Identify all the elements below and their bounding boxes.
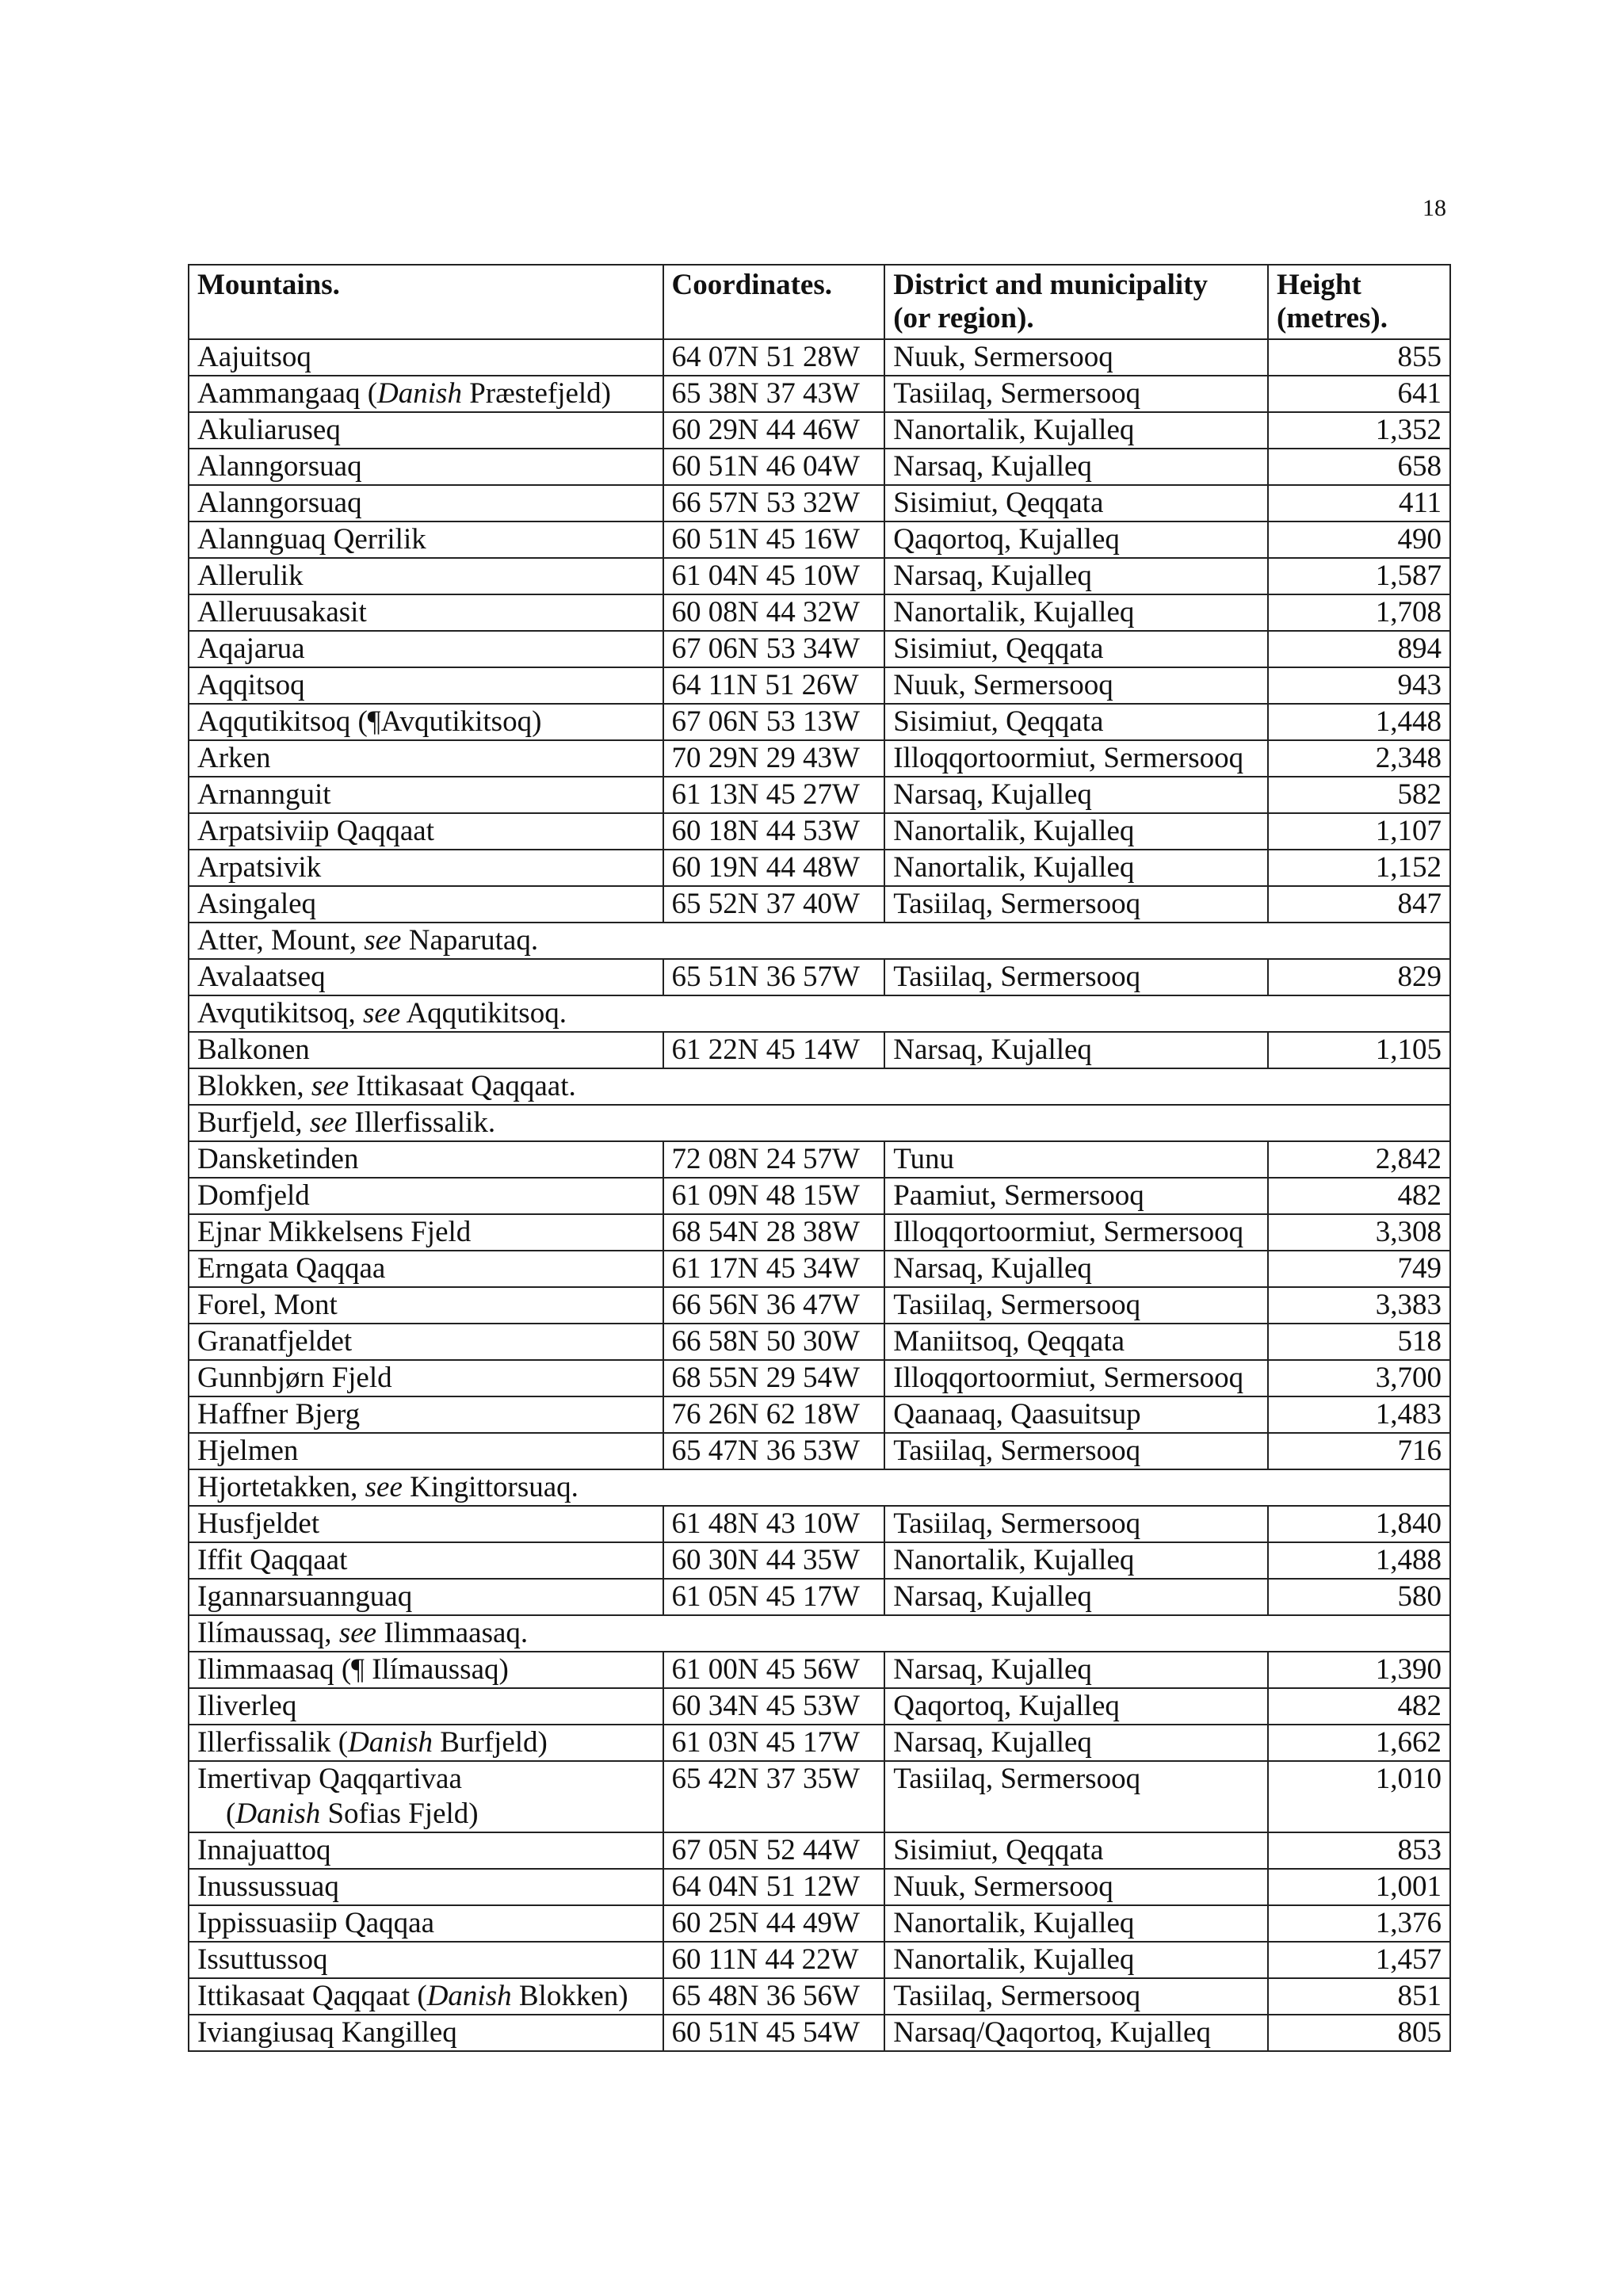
district-cell: Tasiilaq, Sermersooq	[884, 1433, 1268, 1469]
text-segment: Arpatsivik	[197, 851, 322, 884]
district-cell: Illoqqortoormiut, Sermersooq	[884, 1360, 1268, 1396]
height-cell: 716	[1268, 1433, 1450, 1469]
height-cell: 853	[1268, 1832, 1450, 1869]
mountains-table	[188, 264, 1451, 2052]
text-segment: Iliverleq	[197, 1690, 297, 1722]
text-segment: Kingittorsuaq.	[402, 1471, 579, 1503]
text-segment: Dansketinden	[197, 1143, 359, 1175]
table-row	[189, 1324, 1450, 1360]
height-cell: 1,662	[1268, 1725, 1450, 1761]
height-cell: 482	[1268, 1688, 1450, 1725]
district-cell: Narsaq/Qaqortoq, Kujalleq	[884, 2015, 1268, 2051]
coordinates-cell: 60 25N 44 49W	[663, 1905, 885, 1942]
coordinates-cell: 67 05N 52 44W	[663, 1832, 885, 1869]
mountain-name-cell	[189, 1942, 663, 1978]
table-row	[189, 521, 1450, 558]
coordinates-cell: 61 17N 45 34W	[663, 1251, 885, 1287]
district-cell: Illoqqortoormiut, Sermersooq	[884, 1214, 1268, 1251]
text-segment: Akuliaruseq	[197, 414, 341, 446]
coordinates-cell: 61 05N 45 17W	[663, 1579, 885, 1615]
text-segment: Iffit Qaqqaat	[197, 1544, 348, 1576]
district-cell: Tasiilaq, Sermersooq	[884, 959, 1268, 995]
text-segment: Arpatsiviip Qaqqaat	[197, 815, 434, 847]
district-cell: Narsaq, Kujalleq	[884, 1032, 1268, 1068]
table-row	[189, 631, 1450, 667]
text-segment: Ilímaussaq,	[197, 1617, 339, 1649]
mountain-name-cell	[189, 850, 663, 886]
table-row	[189, 850, 1450, 886]
italic-text: see	[364, 924, 402, 957]
cross-reference-row	[189, 1615, 1450, 1652]
text-segment: Alanngorsuaq	[197, 450, 362, 483]
mountain-name-cell	[189, 1178, 663, 1214]
mountain-name-cell	[189, 631, 663, 667]
district-cell: Nuuk, Sermersooq	[884, 339, 1268, 376]
mountain-name-cell	[189, 777, 663, 813]
height-cell: 1,376	[1268, 1905, 1450, 1942]
text-segment: Avalaatseq	[197, 961, 326, 993]
coordinates-cell: 65 38N 37 43W	[663, 376, 885, 412]
height-cell: 658	[1268, 449, 1450, 485]
header-district-line1: District and municipality	[893, 269, 1208, 301]
table-row	[189, 667, 1450, 704]
text-segment: Sofias Fjeld)	[320, 1797, 479, 1830]
cross-reference-row	[189, 923, 1450, 959]
district-cell: Narsaq, Kujalleq	[884, 1725, 1268, 1761]
table-row	[189, 1579, 1450, 1615]
italic-text: Danish	[348, 1726, 433, 1759]
mountain-name-cell	[189, 959, 663, 995]
district-cell: Tasiilaq, Sermersooq	[884, 1761, 1268, 1832]
text-segment: Alannguaq Qerrilik	[197, 523, 426, 556]
cross-reference-row	[189, 1068, 1450, 1105]
text-segment: Ittikasaat Qaqqaat.	[349, 1070, 576, 1102]
header-district	[884, 265, 1268, 339]
coordinates-cell: 60 30N 44 35W	[663, 1542, 885, 1579]
height-cell: 580	[1268, 1579, 1450, 1615]
coordinates-cell: 65 42N 37 35W	[663, 1761, 885, 1832]
table-row	[189, 558, 1450, 594]
mountain-name-cell	[189, 1978, 663, 2015]
height-cell: 1,105	[1268, 1032, 1450, 1068]
text-segment: Aqqitsoq	[197, 669, 305, 701]
mountain-name-cell	[189, 1506, 663, 1542]
header-mountains	[189, 265, 663, 339]
district-cell: Nanortalik, Kujalleq	[884, 1942, 1268, 1978]
mountain-name-cell	[189, 886, 663, 923]
coordinates-cell: 65 51N 36 57W	[663, 959, 885, 995]
district-cell: Nanortalik, Kujalleq	[884, 1542, 1268, 1579]
text-segment: Atter, Mount,	[197, 924, 365, 957]
mountain-name-cell	[189, 339, 663, 376]
text-segment: Allerulik	[197, 560, 304, 592]
height-cell: 518	[1268, 1324, 1450, 1360]
text-segment: Asingaleq	[197, 888, 317, 920]
height-cell: 1,001	[1268, 1869, 1450, 1905]
text-segment: Husfjeldet	[197, 1507, 320, 1540]
text-segment: Alleruusakasit	[197, 596, 367, 628]
table-body	[189, 339, 1450, 2051]
table-row	[189, 2015, 1450, 2051]
text-segment: Ilimmaasaq (¶ Ilímaussaq)	[197, 1653, 509, 1686]
height-cell: 1,448	[1268, 704, 1450, 740]
mountain-name-cell	[189, 1579, 663, 1615]
table-row	[189, 1396, 1450, 1433]
table-row	[189, 485, 1450, 521]
height-cell: 1,390	[1268, 1652, 1450, 1688]
coordinates-cell: 60 51N 45 54W	[663, 2015, 885, 2051]
table-row	[189, 886, 1450, 923]
mountain-name-cell	[189, 813, 663, 850]
coordinates-cell: 70 29N 29 43W	[663, 740, 885, 777]
text-segment: Blokken,	[197, 1070, 311, 1102]
italic-text: Danish	[377, 377, 462, 410]
height-cell: 1,840	[1268, 1506, 1450, 1542]
district-cell: Nanortalik, Kujalleq	[884, 1905, 1268, 1942]
table-row	[189, 813, 1450, 850]
cross-reference-row	[189, 1105, 1450, 1141]
height-cell: 855	[1268, 339, 1450, 376]
mountain-name-cell	[189, 1214, 663, 1251]
coordinates-cell: 65 48N 36 56W	[663, 1978, 885, 2015]
table-row	[189, 1251, 1450, 1287]
text-segment: Præstefjeld)	[461, 377, 612, 410]
table-row	[189, 412, 1450, 449]
mountain-name-cell	[189, 1287, 663, 1324]
text-segment: Illerfissalik (	[197, 1726, 349, 1759]
table-row	[189, 1725, 1450, 1761]
cross-reference-cell	[189, 1615, 1450, 1652]
text-segment: Aammangaaq (	[197, 377, 378, 410]
district-cell: Narsaq, Kujalleq	[884, 558, 1268, 594]
table-row	[189, 339, 1450, 376]
mountain-name-cell	[189, 1032, 663, 1068]
coordinates-cell: 64 11N 51 26W	[663, 667, 885, 704]
mountain-name-cell	[189, 558, 663, 594]
mountain-name-cell	[189, 667, 663, 704]
coordinates-cell: 61 04N 45 10W	[663, 558, 885, 594]
text-segment: Avqutikitsoq,	[197, 997, 363, 1030]
height-cell: 1,587	[1268, 558, 1450, 594]
text-segment: Imertivap Qaqqartivaa	[197, 1763, 462, 1795]
coordinates-cell: 64 04N 51 12W	[663, 1869, 885, 1905]
table-row	[189, 1433, 1450, 1469]
table-header	[189, 265, 1450, 339]
mountain-name-cell	[189, 521, 663, 558]
table-row	[189, 1942, 1450, 1978]
coordinates-cell: 66 57N 53 32W	[663, 485, 885, 521]
table-row	[189, 704, 1450, 740]
table-row	[189, 1141, 1450, 1178]
height-cell: 1,483	[1268, 1396, 1450, 1433]
district-cell: Narsaq, Kujalleq	[884, 1579, 1268, 1615]
mountain-name-cell	[189, 449, 663, 485]
district-cell: Maniitsoq, Qeqqata	[884, 1324, 1268, 1360]
table-row	[189, 1032, 1450, 1068]
height-cell: 3,700	[1268, 1360, 1450, 1396]
height-cell: 847	[1268, 886, 1450, 923]
height-cell: 482	[1268, 1178, 1450, 1214]
mountain-name-cell	[189, 1652, 663, 1688]
cross-reference-cell	[189, 923, 1450, 959]
text-segment: Iviangiusaq Kangilleq	[197, 2016, 457, 2049]
district-cell: Qaqortoq, Kujalleq	[884, 1688, 1268, 1725]
header-coordinates-label: Coordinates.	[671, 269, 833, 301]
district-cell: Qaqortoq, Kujalleq	[884, 521, 1268, 558]
district-cell: Tunu	[884, 1141, 1268, 1178]
district-cell: Qaanaaq, Qaasuitsup	[884, 1396, 1268, 1433]
mountain-name-cell	[189, 1725, 663, 1761]
district-cell: Sisimiut, Qeqqata	[884, 1832, 1268, 1869]
height-cell: 3,383	[1268, 1287, 1450, 1324]
italic-text: see	[338, 1617, 377, 1649]
height-cell: 2,348	[1268, 740, 1450, 777]
mountain-name-cell	[189, 1324, 663, 1360]
district-cell: Illoqqortoormiut, Sermersooq	[884, 740, 1268, 777]
coordinates-cell: 61 48N 43 10W	[663, 1506, 885, 1542]
text-segment: Igannarsuannguaq	[197, 1580, 413, 1613]
height-cell: 1,708	[1268, 594, 1450, 631]
table-row	[189, 1214, 1450, 1251]
mountain-name-cell	[189, 2015, 663, 2051]
district-cell: Narsaq, Kujalleq	[884, 1251, 1268, 1287]
height-cell: 641	[1268, 376, 1450, 412]
coordinates-cell: 60 18N 44 53W	[663, 813, 885, 850]
district-cell: Nuuk, Sermersooq	[884, 1869, 1268, 1905]
text-segment: Balkonen	[197, 1033, 310, 1066]
table-row	[189, 376, 1450, 412]
mountain-name-cell	[189, 1832, 663, 1869]
coordinates-cell: 65 52N 37 40W	[663, 886, 885, 923]
page-number: 18	[1423, 195, 1446, 221]
height-cell: 490	[1268, 521, 1450, 558]
mountain-name-cell	[189, 376, 663, 412]
text-segment: Innajuattoq	[197, 1834, 331, 1866]
coordinates-cell: 66 56N 36 47W	[663, 1287, 885, 1324]
italic-text: see	[311, 1070, 349, 1102]
italic-text: Danish	[426, 1980, 512, 2012]
district-cell: Sisimiut, Qeqqata	[884, 485, 1268, 521]
cross-reference-cell	[189, 1068, 1450, 1105]
district-cell: Narsaq, Kujalleq	[884, 1652, 1268, 1688]
district-cell: Tasiilaq, Sermersooq	[884, 1978, 1268, 2015]
coordinates-cell: 60 08N 44 32W	[663, 594, 885, 631]
mountain-name-cell	[189, 1360, 663, 1396]
coordinates-cell: 76 26N 62 18W	[663, 1396, 885, 1433]
coordinates-cell: 68 54N 28 38W	[663, 1214, 885, 1251]
district-cell: Tasiilaq, Sermersooq	[884, 1506, 1268, 1542]
coordinates-cell: 67 06N 53 34W	[663, 631, 885, 667]
text-segment: Blokken)	[511, 1980, 628, 2012]
mountain-name-cell	[189, 740, 663, 777]
table-row	[189, 959, 1450, 995]
district-cell: Tasiilaq, Sermersooq	[884, 886, 1268, 923]
coordinates-cell: 66 58N 50 30W	[663, 1324, 885, 1360]
text-segment: Aajuitsoq	[197, 341, 311, 373]
coordinates-cell: 60 51N 46 04W	[663, 449, 885, 485]
coordinates-cell: 61 00N 45 56W	[663, 1652, 885, 1688]
mountain-name-cell	[189, 1869, 663, 1905]
mountain-name-cell	[189, 704, 663, 740]
text-segment: Ippissuasiip Qaqqaa	[197, 1907, 435, 1939]
text-segment: Haffner Bjerg	[197, 1398, 361, 1431]
mountain-name-cell	[189, 1542, 663, 1579]
table-row	[189, 1506, 1450, 1542]
table-row	[189, 1905, 1450, 1942]
table-row	[189, 1652, 1450, 1688]
header-district-line2: (or region).	[893, 302, 1034, 334]
text-segment: Ilimmaasaq.	[376, 1617, 529, 1649]
district-cell: Narsaq, Kujalleq	[884, 777, 1268, 813]
text-segment: Burfjeld)	[432, 1726, 548, 1759]
text-segment: Hjortetakken,	[197, 1471, 365, 1503]
height-cell: 894	[1268, 631, 1450, 667]
text-segment: Aqqutikitsoq (¶Avqutikitsoq)	[197, 705, 542, 738]
text-segment: Domfjeld	[197, 1179, 310, 1212]
table-row	[189, 1688, 1450, 1725]
text-segment: Hjelmen	[197, 1435, 299, 1467]
header-height-line1: Height	[1276, 269, 1361, 301]
text-segment: Arken	[197, 742, 271, 774]
text-segment: Aqajarua	[197, 632, 305, 665]
district-cell: Nanortalik, Kujalleq	[884, 412, 1268, 449]
height-cell: 582	[1268, 777, 1450, 813]
text-segment: Granatfjeldet	[197, 1325, 353, 1358]
table-row	[189, 449, 1450, 485]
cross-reference-cell	[189, 1105, 1450, 1141]
table-row	[189, 1832, 1450, 1869]
table-row	[189, 1542, 1450, 1579]
district-cell: Sisimiut, Qeqqata	[884, 704, 1268, 740]
height-cell: 3,308	[1268, 1214, 1450, 1251]
height-cell: 1,010	[1268, 1761, 1450, 1832]
mountain-name-cell	[189, 1433, 663, 1469]
mountain-name-cell	[189, 1396, 663, 1433]
height-cell: 1,152	[1268, 850, 1450, 886]
cross-reference-row	[189, 995, 1450, 1032]
mountain-name-cell	[189, 1141, 663, 1178]
coordinates-cell: 61 09N 48 15W	[663, 1178, 885, 1214]
text-segment: Gunnbjørn Fjeld	[197, 1362, 392, 1394]
district-cell: Narsaq, Kujalleq	[884, 449, 1268, 485]
table-row	[189, 777, 1450, 813]
table-row	[189, 594, 1450, 631]
mountain-name-cell	[189, 1251, 663, 1287]
header-row	[189, 265, 1450, 339]
height-cell: 411	[1268, 485, 1450, 521]
coordinates-cell: 60 29N 44 46W	[663, 412, 885, 449]
height-cell: 851	[1268, 1978, 1450, 2015]
height-cell: 1,488	[1268, 1542, 1450, 1579]
mountain-name-cell	[189, 1905, 663, 1942]
mountain-name-line2	[197, 1797, 655, 1832]
coordinates-cell: 61 03N 45 17W	[663, 1725, 885, 1761]
district-cell: Nanortalik, Kujalleq	[884, 813, 1268, 850]
coordinates-cell: 65 47N 36 53W	[663, 1433, 885, 1469]
text-segment: Ittikasaat Qaqqaat (	[197, 1980, 427, 2012]
table-row	[189, 1761, 1450, 1832]
height-cell: 2,842	[1268, 1141, 1450, 1178]
district-cell: Tasiilaq, Sermersooq	[884, 1287, 1268, 1324]
italic-text: Danish	[235, 1797, 321, 1830]
italic-text: see	[363, 997, 401, 1030]
mountain-name-cell	[189, 1688, 663, 1725]
district-cell: Sisimiut, Qeqqata	[884, 631, 1268, 667]
table-row	[189, 1287, 1450, 1324]
mountain-name-cell	[189, 594, 663, 631]
italic-text: see	[365, 1471, 403, 1503]
height-cell: 805	[1268, 2015, 1450, 2051]
text-segment: Issuttussoq	[197, 1943, 328, 1976]
text-segment: Naparutaq.	[401, 924, 539, 957]
header-height-line2: (metres).	[1276, 302, 1388, 334]
text-segment: Alanngorsuaq	[197, 487, 362, 519]
coordinates-cell: 61 13N 45 27W	[663, 777, 885, 813]
coordinates-cell: 60 51N 45 16W	[663, 521, 885, 558]
text-segment: Forel, Mont	[197, 1289, 338, 1321]
coordinates-cell: 64 07N 51 28W	[663, 339, 885, 376]
header-mountains-label: Mountains.	[197, 269, 340, 301]
mountain-name-cell	[189, 485, 663, 521]
coordinates-cell: 68 55N 29 54W	[663, 1360, 885, 1396]
coordinates-cell: 72 08N 24 57W	[663, 1141, 885, 1178]
text-segment: (	[226, 1797, 236, 1830]
district-cell: Nuuk, Sermersooq	[884, 667, 1268, 704]
coordinates-cell: 60 19N 44 48W	[663, 850, 885, 886]
header-height	[1268, 265, 1450, 339]
text-segment: Ejnar Mikkelsens Fjeld	[197, 1216, 472, 1248]
text-segment: Arnannguit	[197, 778, 331, 811]
height-cell: 1,107	[1268, 813, 1450, 850]
cross-reference-cell	[189, 995, 1450, 1032]
district-cell: Nanortalik, Kujalleq	[884, 850, 1268, 886]
district-cell: Paamiut, Sermersooq	[884, 1178, 1268, 1214]
height-cell: 1,352	[1268, 412, 1450, 449]
table-row	[189, 1178, 1450, 1214]
coordinates-cell: 60 11N 44 22W	[663, 1942, 885, 1978]
table-row	[189, 1978, 1450, 2015]
header-coordinates	[663, 265, 885, 339]
height-cell: 943	[1268, 667, 1450, 704]
text-segment: Aqqutikitsoq.	[400, 997, 567, 1030]
mountain-name-cell	[189, 412, 663, 449]
cross-reference-cell	[189, 1469, 1450, 1506]
text-segment: Erngata Qaqqaa	[197, 1252, 386, 1285]
table-row	[189, 740, 1450, 777]
district-cell: Nanortalik, Kujalleq	[884, 594, 1268, 631]
coordinates-cell: 67 06N 53 13W	[663, 704, 885, 740]
table-row	[189, 1869, 1450, 1905]
height-cell: 749	[1268, 1251, 1450, 1287]
coordinates-cell: 61 22N 45 14W	[663, 1032, 885, 1068]
italic-text: see	[309, 1106, 348, 1139]
district-cell: Tasiilaq, Sermersooq	[884, 376, 1268, 412]
mountain-name-cell	[189, 1761, 663, 1832]
text-segment: Burfjeld,	[197, 1106, 310, 1139]
table-row	[189, 1360, 1450, 1396]
height-cell: 829	[1268, 959, 1450, 995]
text-segment: Inussussuaq	[197, 1870, 339, 1903]
height-cell: 1,457	[1268, 1942, 1450, 1978]
cross-reference-row	[189, 1469, 1450, 1506]
text-segment: Illerfissalik.	[347, 1106, 496, 1139]
coordinates-cell: 60 34N 45 53W	[663, 1688, 885, 1725]
